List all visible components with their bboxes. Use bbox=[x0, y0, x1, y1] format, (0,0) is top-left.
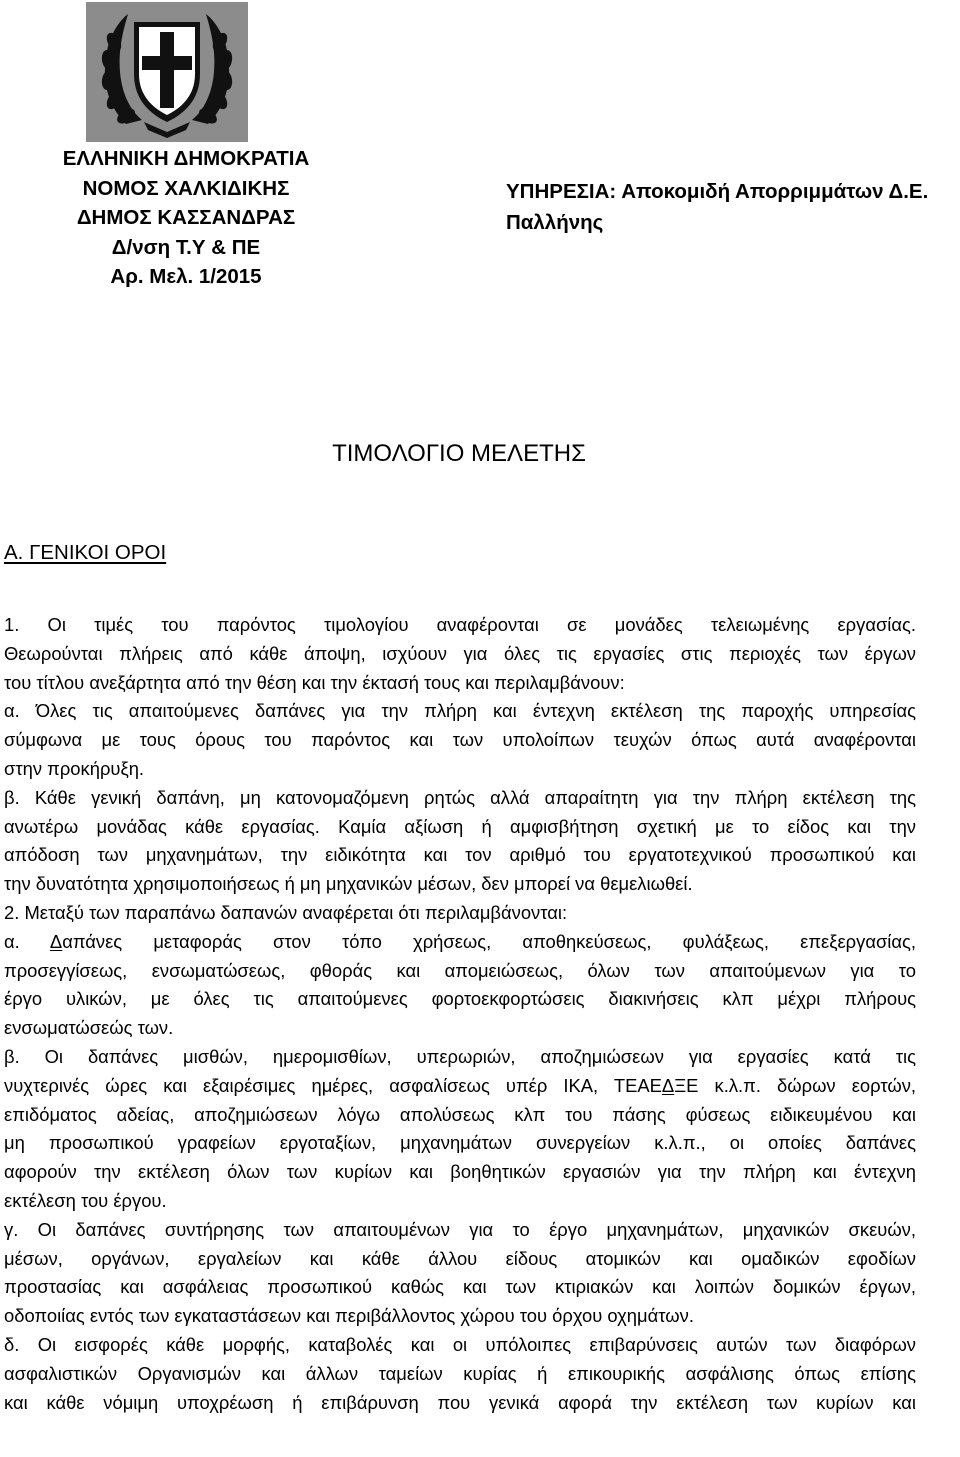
service-block bbox=[506, 176, 956, 238]
issuer-directorate: Δ/νση Τ.Υ & ΠΕ bbox=[111, 235, 261, 259]
service-line-2: Παλλήνης bbox=[506, 211, 604, 234]
underlined-letter: Δ bbox=[661, 1074, 675, 1096]
paragraph-line: προστασίας και ασφάλειας προσωπικού καθώς και των κτιριακών και λοιπών δομικών έργων, bbox=[4, 1276, 916, 1298]
paragraph-line bbox=[4, 1072, 916, 1101]
paragraph-line: δ. Οι εισφορές κάθε μορφής, καταβολές και οι υπόλοιπες επιβαρύνσεις αυτών των διαφόρων bbox=[4, 1333, 916, 1355]
underlined-letter: Δ bbox=[49, 930, 63, 952]
issuer-municipality: ΔΗΜΟΣ ΚΑΣΣΑΝΔΡΑΣ bbox=[76, 206, 296, 229]
paragraph-line: έργο υλικών, με όλες τις απαιτούμενες φορτοεκφορτώσεις διακινήσεις κλπ μέχρι πλήρους bbox=[4, 988, 916, 1010]
body-text bbox=[4, 611, 916, 1417]
paragraph-line: γ. Οι δαπάνες συντήρησης των απαιτουμένων για το έργο μηχανημάτων, μηχανικών σκευών, bbox=[4, 1218, 916, 1240]
paragraph-line: ασφαλιστικών Οργανισμών και άλλων ταμείων κυρίας ή επικουρικής ασφάλισης όπως επίσης bbox=[4, 1362, 916, 1384]
paragraph-line: προσεγγίσεως, ενσωματώσεως, φθοράς και απομειώσεως, όλων των απαιτούμενων για το bbox=[4, 959, 916, 981]
paragraph-line: του τίτλου ανεξάρτητα από την θέση και την έκτασή τους και περιλαμβάνουν: bbox=[4, 671, 625, 693]
issuer-country: ΕΛΛΗΝΙΚΗ ΔΗΜΟΚΡΑΤΙΑ bbox=[62, 147, 310, 170]
coat-of-arms-emblem bbox=[86, 2, 248, 142]
paragraph-line: επιδόματος αδείας, αποζημιώσεων λόγω απολύσεως κλπ του πάσης φύσεως ειδικευμένου και bbox=[4, 1103, 916, 1125]
paragraph-line: αφορούν την εκτέλεση όλων των κυρίων και βοηθητικών εργασιών για την πλήρη και έντεχνη bbox=[4, 1161, 916, 1183]
paragraph-line: στην προκήρυξη. bbox=[4, 757, 145, 779]
paragraph-line: 2. Μεταξύ των παραπάνω δαπανών αναφέρεται ότι περιλαμβάνονται: bbox=[4, 901, 568, 923]
paragraph-line: μη προσωπικού γραφείων εργοταξίων, μηχανημάτων συνεργείων κ.λ.π., οι οποίες δαπάνες bbox=[4, 1132, 916, 1154]
line-rest: ΞΕ κ.λ.π. δώρων εορτών, bbox=[674, 1074, 916, 1096]
paragraph-line: την δυνατότητα χρησιμοποιήσεως ή μη μηχανικών μέσων, δεν μπορεί να θεμελιωθεί. bbox=[4, 873, 693, 895]
greek-coat-of-arms-icon bbox=[86, 2, 248, 142]
paragraph-line: α. Όλες τις απαιτούμενες δαπάνες για την πλήρη και έντεχνη εκτέλεση της παροχής υπηρεσίας bbox=[4, 700, 916, 722]
paragraph-line: β. Οι δαπάνες μισθών, ημερομισθίων, υπερωριών, αποζημιώσεων για εργασίες κατά τις bbox=[4, 1045, 916, 1067]
issuer-block bbox=[36, 144, 336, 292]
service-line-1: ΥΠΗΡΕΣΙΑ: Αποκομιδή Απορριμμάτων Δ.Ε. bbox=[506, 180, 929, 203]
paragraph-line: σύμφωνα με τους όρους του παρόντος και των υπολοίπων τευχών όπως αυτά αναφέρονται bbox=[4, 729, 916, 751]
paragraph-line: 1. Οι τιμές του παρόντος τιμολογίου αναφέρονται σε μονάδες τελειωμένης εργασίας. bbox=[4, 614, 916, 635]
paragraph-line: ενσωματώσεώς των. bbox=[4, 1017, 174, 1039]
paragraph-line: μέσων, οργάνων, εργαλείων και κάθε άλλου είδους ατομικών και ομαδικών εφοδίων bbox=[4, 1247, 916, 1269]
issuer-prefecture: ΝΟΜΟΣ ΧΑΛΚΙΔΙΚΗΣ bbox=[82, 176, 290, 200]
paragraph-line: ανωτέρω μονάδας κάθε εργασίας. Καμία αξίωση ή αμφισβήτηση σχετική με το είδος και την bbox=[4, 815, 916, 837]
paragraph-line: εκτέλεση του έργου. bbox=[4, 1189, 167, 1211]
paragraph-line: Θεωρούνται πλήρεις από κάθε άποψη, ισχύουν για όλες τις εργασίες στις περιοχές των έργων bbox=[4, 642, 916, 664]
section-heading: Α. ΓΕΝΙΚΟΙ ΟΡΟΙ bbox=[4, 541, 167, 564]
paragraph-line: β. Κάθε γενική δαπάνη, μη κατονομαζόμενη ρητώς αλλά απαραίτητη για την πλήρη εκτέλεση της bbox=[4, 786, 916, 808]
line-prefix: α. bbox=[4, 930, 50, 952]
line-prefix: νυχτερινές ώρες και εξαιρέσιμες ημέρες, ασφαλίσεως υπέρ ΙΚΑ, ΤΕΑΕ bbox=[4, 1074, 662, 1096]
study-number: Αρ. Μελ. 1/2015 bbox=[110, 265, 262, 288]
paragraph-line: οδοποιίας εντός των εγκαταστάσεων και περιβάλλοντος χώρου του όρχου οχημάτων. bbox=[4, 1305, 694, 1327]
document-title: ΤΙΜΟΛΟΓΙΟ ΜΕΛΕΤΗΣ bbox=[332, 440, 586, 467]
paragraph-line: απόδοση των μηχανημάτων, την ειδικότητα και τον αριθμό του εργατοτεχνικού προσωπικού και bbox=[4, 844, 916, 866]
paragraph-line bbox=[4, 928, 916, 957]
line-rest: απάνες μεταφοράς στον τόπο χρήσεως, αποθηκεύσεως, φυλάξεως, επεξεργασίας, bbox=[62, 930, 916, 952]
paragraph-line: και κάθε νόμιμη υποχρέωση ή επιβάρυνση που γενικά αφορά την εκτέλεση των κυρίων και bbox=[4, 1391, 916, 1413]
